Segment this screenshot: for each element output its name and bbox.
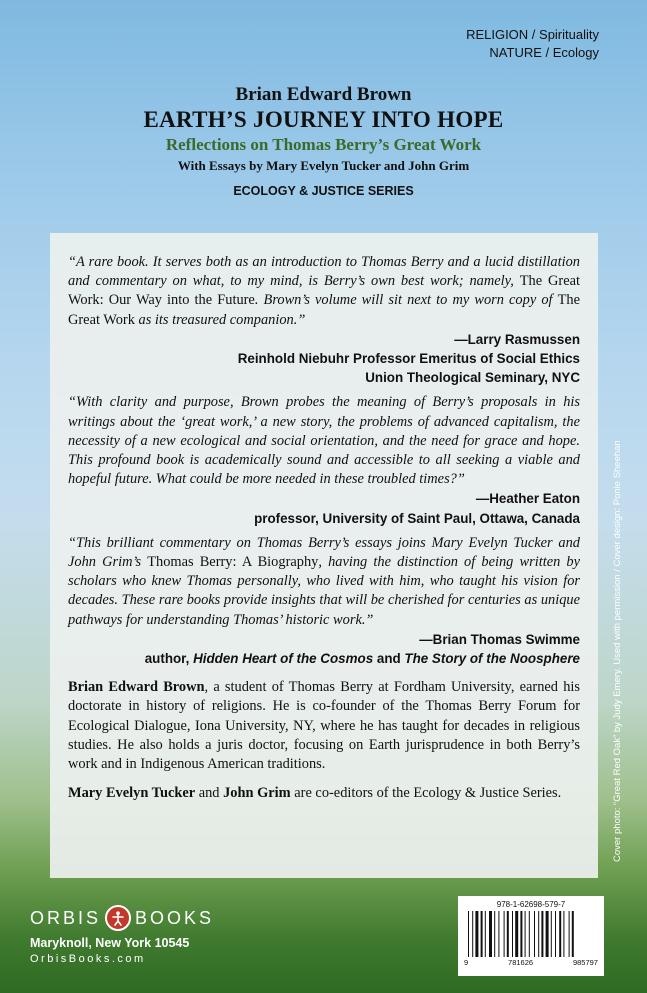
essays-credit: With Essays by Mary Evelyn Tucker and John Grim — [177, 158, 470, 173]
endorser-name: —Heather Eaton — [475, 491, 580, 507]
isbn-barcode — [458, 896, 604, 976]
category-religion: RELIGION — [466, 27, 529, 42]
quote-segment: , having the distinction of being written by scholars who knew Thomas personally, who lived with him, who taught his vision for decades. These rare books provide insights that will be cherished for centuries as unique pathways for understanding Thomas’ historic work.” — [68, 554, 581, 628]
barcode-digit-prefix: 9 — [464, 958, 469, 967]
book-reference: Thomas Berry: A Biography — [147, 554, 319, 571]
endorser-institution: Union Theological Seminary, NYC — [365, 370, 580, 386]
book-reference: Hidden Heart of the Cosmos — [193, 651, 374, 667]
quote-text: “With clarity and purpose, Brown probes the meaning of Berry’s proposals in his writings about the ‘great work,’ a new story, the problems of advanced capitalism, the necessity of a new ecological and social orientation, and the need for grace and hope. This profound book is academically sound and accessible to all seeking a viable and hopeful future. What could be more needed in these troubled times?” — [68, 394, 580, 488]
book-header — [0, 84, 647, 198]
quote-segment: . Brown’s volume will sit next to my worn copy of — [254, 292, 558, 309]
series-name: ECOLOGY & JUSTICE SERIES — [233, 184, 414, 198]
endorser-role — [68, 649, 580, 668]
barcode-digits — [464, 958, 598, 967]
endorser-role: professor, University of Saint Paul, Ottawa, Canada — [254, 510, 580, 526]
bio-text: , a student of Thomas Berry at Fordham University, earned his doctorate in history of religions. He is co-founder of the Thomas Berry Forum for Ecological Dialogue, Iona University, NY, where he has taught for decades in religious studies. He also holds a juris doctor, focusing on Earth jurisprudence in both Berry’s work and in Indigenous American traditions. — [68, 679, 580, 773]
author-name: Brian Edward Brown — [235, 84, 412, 105]
book-reference: The Great Work — [68, 292, 580, 328]
publisher-logo — [30, 905, 215, 965]
quote-segment: “A rare book. It serves both as an introduction to Thomas Berry and a lucid distillation and commentary on what, to my mind, is Berry’s own best work; namely, — [68, 254, 580, 290]
category-labels — [466, 26, 599, 62]
quote-segment: “This brilliant commentary on Thomas Berry’s essays joins Mary Evelyn Tucker and John Grim’s — [68, 534, 580, 571]
cover-credit: Cover photo: “Great Red Oak” by Judy Emery. Used with permission / Cover design: Ponie Sheehan — [612, 440, 623, 862]
editor-name: John Grim — [223, 785, 291, 802]
role-prefix: author, — [144, 651, 194, 667]
book-title: EARTH’S JOURNEY INTO HOPE — [143, 107, 504, 132]
endorser-name: —Larry Rasmussen — [454, 331, 580, 347]
quote-text — [68, 253, 580, 330]
category-spirituality: / Spirituality — [528, 27, 599, 42]
editors-note — [68, 784, 580, 803]
barcode-bars-icon — [464, 911, 598, 957]
orbis-emblem-icon — [105, 905, 131, 931]
publisher-website: OrbisBooks.com — [30, 953, 146, 965]
publisher-address: Maryknoll, New York 10545 — [30, 936, 190, 950]
endorser-name: —Brian Thomas Swimme — [419, 631, 580, 647]
editor-name: Mary Evelyn Tucker — [68, 785, 196, 802]
category-ecology: / Ecology — [541, 45, 599, 60]
book-reference: The Great Work: Our Way into the Future — [68, 273, 580, 309]
author-bio — [68, 678, 580, 774]
endorsement-eaton — [68, 393, 580, 527]
endorsement-rasmussen — [68, 253, 580, 387]
blurb-panel — [50, 233, 598, 878]
quote-text — [68, 534, 580, 630]
publisher-name-left: ORBIS — [30, 907, 102, 928]
book-subtitle: Reflections on Thomas Berry’s Great Work — [165, 135, 482, 154]
editors-text: are co-editors of the Ecology & Justice Series. — [290, 785, 562, 802]
endorser-role: Reinhold Niebuhr Professor Emeritus of Social Ethics — [237, 351, 580, 367]
editors-connector: and — [195, 785, 224, 802]
role-connector: and — [373, 651, 405, 667]
barcode-digit-group-2: 985797 — [572, 958, 598, 967]
book-reference: The Story of the Noosphere — [404, 651, 580, 667]
endorsement-swimme — [68, 534, 580, 668]
quote-segment: as its treasured companion.” — [134, 311, 306, 328]
category-nature: NATURE — [489, 45, 542, 60]
isbn-number: 978-1-62698-579-7 — [496, 900, 566, 909]
publisher-name-right: BOOKS — [135, 907, 215, 928]
bio-author-name: Brian Edward Brown — [68, 679, 205, 696]
barcode-digit-group-1: 781626 — [508, 958, 534, 967]
